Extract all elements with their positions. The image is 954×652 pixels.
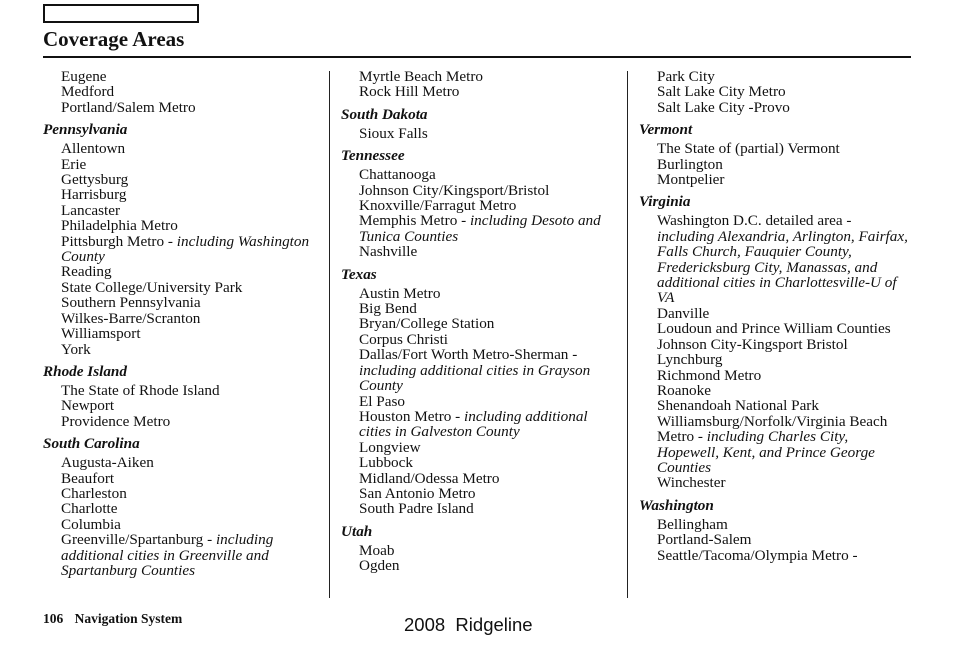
city-entry bbox=[43, 471, 318, 486]
city-name: Seattle/Tacoma/Olympia Metro - bbox=[657, 546, 858, 564]
city-name: Charleston bbox=[61, 484, 127, 502]
column-1 bbox=[43, 69, 318, 578]
city-name: Dallas/Fort Worth Metro-Sherman - bbox=[359, 346, 578, 364]
city-name: Ogden bbox=[359, 557, 400, 575]
city-entry bbox=[341, 183, 616, 198]
section-name: Navigation System bbox=[74, 611, 183, 626]
city-entry bbox=[43, 414, 318, 429]
city-entry bbox=[639, 69, 911, 84]
city-name: Richmond Metro bbox=[657, 366, 762, 384]
city-entry bbox=[341, 84, 616, 99]
city-name: Portland/Salem Metro bbox=[61, 98, 196, 116]
city-entry bbox=[43, 157, 318, 172]
city-name: Moab bbox=[359, 541, 395, 559]
city-name: Roanoke bbox=[657, 381, 711, 399]
city-name: Salt Lake City Metro bbox=[657, 83, 786, 101]
city-entry bbox=[639, 548, 911, 563]
column-3 bbox=[639, 69, 911, 563]
city-entry bbox=[341, 486, 616, 501]
model-label: 2008 Ridgeline bbox=[404, 614, 533, 635]
city-name: York bbox=[61, 340, 91, 358]
city-name: Lubbock bbox=[359, 454, 413, 472]
city-name: Pittsburgh Metro - bbox=[61, 232, 177, 250]
city-name: Bellingham bbox=[657, 515, 728, 533]
city-name: Portland-Salem bbox=[657, 531, 752, 549]
city-entry bbox=[43, 264, 318, 279]
city-entry bbox=[341, 286, 616, 301]
city-name: Harrisburg bbox=[61, 186, 127, 204]
city-entry bbox=[43, 517, 318, 532]
city-entry bbox=[43, 141, 318, 156]
city-entry bbox=[341, 558, 616, 573]
page-number: 106 bbox=[43, 611, 64, 626]
city-note: including Alexandria, Arlington, Fairfax, Falls Church, Fauquier County, Fredericksburg City, Manassas, and additional cities in Charlottesville-U of VA bbox=[657, 227, 908, 307]
city-note: including Charles City, Hopewell, Kent, and Prince George Counties bbox=[657, 428, 875, 476]
city-name: Memphis Metro - bbox=[359, 212, 470, 230]
state-heading: Texas bbox=[341, 265, 377, 283]
city-name: Columbia bbox=[61, 515, 121, 533]
city-name: South Padre Island bbox=[359, 500, 474, 518]
city-entry bbox=[341, 409, 616, 440]
city-entry bbox=[341, 394, 616, 409]
city-name: Shenandoah National Park bbox=[657, 397, 819, 415]
city-entry bbox=[341, 198, 616, 213]
city-name: Rock Hill Metro bbox=[359, 83, 460, 101]
city-name: Big Bend bbox=[359, 300, 417, 318]
city-entry bbox=[639, 337, 911, 352]
city-name: Montpelier bbox=[657, 171, 725, 189]
city-name: Knoxville/Farragut Metro bbox=[359, 197, 517, 215]
city-entry bbox=[639, 532, 911, 547]
city-note: including additional cities in Galveston County bbox=[359, 407, 588, 441]
city-entry bbox=[341, 167, 616, 182]
city-entry bbox=[639, 306, 911, 321]
state-heading: Utah bbox=[341, 522, 373, 540]
state-heading: Tennessee bbox=[341, 147, 405, 165]
city-name: Loudoun and Prince William Counties bbox=[657, 320, 891, 338]
city-entry bbox=[341, 347, 616, 393]
city-entry bbox=[639, 475, 911, 490]
city-name: Danville bbox=[657, 304, 710, 322]
city-entry bbox=[639, 352, 911, 367]
page-title: Coverage Areas bbox=[43, 27, 185, 51]
city-entry bbox=[341, 301, 616, 316]
city-entry bbox=[639, 213, 911, 305]
city-entry bbox=[43, 203, 318, 218]
city-entry bbox=[639, 100, 911, 115]
column-divider bbox=[329, 71, 330, 598]
city-entry bbox=[43, 501, 318, 516]
city-note: including Desoto and Tunica Counties bbox=[359, 212, 601, 245]
city-entry bbox=[43, 455, 318, 470]
city-name: Longview bbox=[359, 438, 421, 456]
city-entry bbox=[43, 100, 318, 115]
city-name: Erie bbox=[61, 155, 87, 173]
city-name: Greenville/Spartanburg - bbox=[61, 531, 216, 549]
state-heading: Rhode Island bbox=[43, 362, 127, 380]
city-entry bbox=[639, 84, 911, 99]
city-entry bbox=[341, 316, 616, 331]
city-entry bbox=[341, 244, 616, 259]
city-name: Houston Metro - bbox=[359, 407, 465, 425]
state-heading: Vermont bbox=[639, 121, 693, 139]
city-name: State College/University Park bbox=[61, 278, 243, 296]
city-entry bbox=[43, 342, 318, 357]
city-entry bbox=[43, 69, 318, 84]
city-name: Medford bbox=[61, 83, 115, 101]
city-entry bbox=[43, 295, 318, 310]
state-heading: Washington bbox=[639, 496, 714, 514]
city-entry bbox=[43, 84, 318, 99]
city-name: Lynchburg bbox=[657, 351, 723, 369]
city-name: Allentown bbox=[61, 140, 126, 158]
city-name: Eugene bbox=[61, 68, 107, 85]
city-entry bbox=[341, 213, 616, 244]
city-name: Reading bbox=[61, 263, 112, 281]
city-name: Myrtle Beach Metro bbox=[359, 68, 483, 85]
city-entry bbox=[639, 414, 911, 476]
city-name: Nashville bbox=[359, 243, 418, 261]
city-name: Beaufort bbox=[61, 469, 115, 487]
state-heading: Pennsylvania bbox=[43, 121, 128, 139]
city-entry bbox=[341, 332, 616, 347]
city-entry bbox=[639, 172, 911, 187]
city-entry bbox=[639, 383, 911, 398]
city-entry bbox=[43, 218, 318, 233]
city-name: Midland/Odessa Metro bbox=[359, 469, 500, 487]
city-name: Washington D.C. detailed area - bbox=[657, 212, 852, 230]
city-name: Burlington bbox=[657, 155, 723, 173]
city-name: Southern Pennsylvania bbox=[61, 294, 201, 312]
city-name: El Paso bbox=[359, 392, 405, 410]
city-entry bbox=[43, 311, 318, 326]
city-note: including additional cities in Greenville and Spartanburg Counties bbox=[61, 531, 274, 579]
city-name: Chattanooga bbox=[359, 166, 436, 184]
city-name: Providence Metro bbox=[61, 412, 171, 430]
state-heading: South Dakota bbox=[341, 105, 428, 123]
city-name: Newport bbox=[61, 397, 115, 415]
city-entry bbox=[43, 398, 318, 413]
city-entry bbox=[639, 368, 911, 383]
state-heading: South Carolina bbox=[43, 435, 140, 453]
city-name: Austin Metro bbox=[359, 284, 441, 302]
city-entry bbox=[639, 157, 911, 172]
city-entry bbox=[639, 398, 911, 413]
city-entry bbox=[639, 141, 911, 156]
city-name: Lancaster bbox=[61, 201, 121, 219]
header-box bbox=[43, 4, 199, 23]
city-name: The State of Rhode Island bbox=[61, 381, 220, 399]
city-entry bbox=[43, 187, 318, 202]
city-name: Sioux Falls bbox=[359, 124, 428, 142]
city-entry bbox=[43, 486, 318, 501]
city-entry bbox=[341, 440, 616, 455]
city-name: Williamsport bbox=[61, 325, 141, 343]
city-name: Johnson City-Kingsport Bristol bbox=[657, 335, 848, 353]
city-entry bbox=[43, 532, 318, 578]
city-name: Gettysburg bbox=[61, 171, 129, 189]
state-heading: Virginia bbox=[639, 193, 691, 211]
city-name: Charlotte bbox=[61, 500, 118, 518]
city-name: Bryan/College Station bbox=[359, 315, 495, 333]
city-entry bbox=[639, 321, 911, 336]
city-entry bbox=[43, 280, 318, 295]
city-entry bbox=[341, 471, 616, 486]
page-footer bbox=[43, 611, 182, 627]
city-name: The State of (partial) Vermont bbox=[657, 140, 840, 158]
city-entry bbox=[43, 326, 318, 341]
city-entry bbox=[341, 501, 616, 516]
city-name: Augusta-Aiken bbox=[61, 454, 154, 472]
city-entry bbox=[43, 172, 318, 187]
city-entry bbox=[43, 383, 318, 398]
city-name: Park City bbox=[657, 68, 715, 85]
city-entry bbox=[341, 543, 616, 558]
city-name: Wilkes-Barre/Scranton bbox=[61, 309, 201, 327]
city-entry bbox=[341, 126, 616, 141]
city-entry bbox=[43, 234, 318, 265]
city-entry bbox=[341, 455, 616, 470]
city-note: including Washington County bbox=[61, 232, 310, 266]
city-name: San Antonio Metro bbox=[359, 484, 476, 502]
column-2 bbox=[341, 69, 616, 574]
city-name: Winchester bbox=[657, 474, 726, 492]
city-name: Johnson City/Kingsport/Bristol bbox=[359, 181, 550, 199]
city-name: Corpus Christi bbox=[359, 330, 449, 348]
title-rule bbox=[43, 56, 911, 58]
city-entry bbox=[341, 69, 616, 84]
city-name: Salt Lake City -Provo bbox=[657, 98, 790, 116]
city-entry bbox=[639, 517, 911, 532]
city-name: Williamsburg/Norfolk/Virginia Beach Metro - bbox=[657, 412, 888, 446]
city-name: Philadelphia Metro bbox=[61, 217, 178, 235]
city-note: including additional cities in Grayson County bbox=[359, 361, 591, 395]
column-divider bbox=[627, 71, 628, 598]
